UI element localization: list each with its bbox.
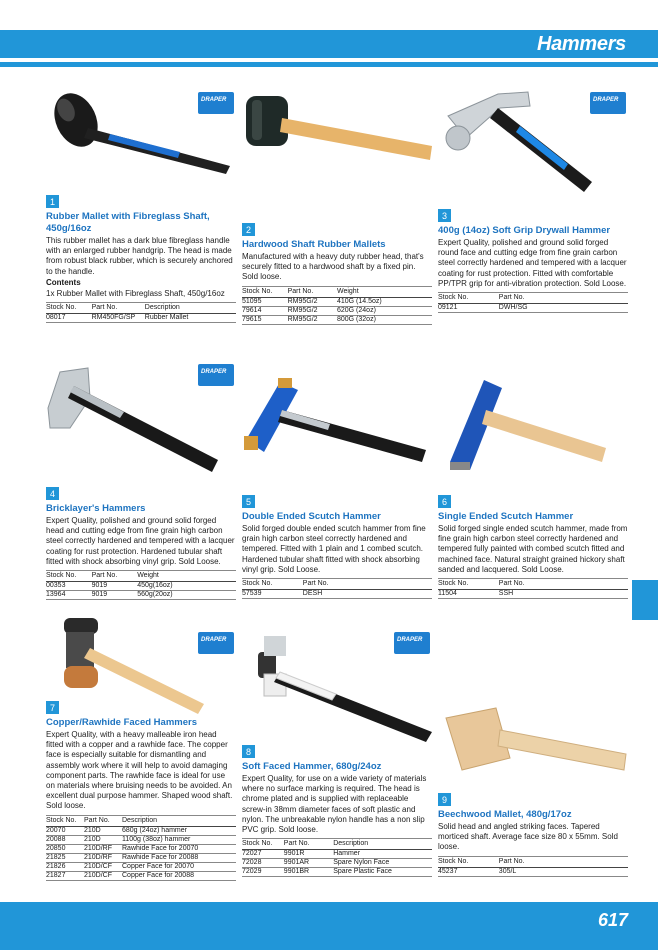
- page-footer: [0, 902, 658, 950]
- weight-cell: 800G (32oz): [337, 315, 432, 324]
- product-number-badge: 3: [438, 209, 451, 222]
- table-row: [46, 314, 236, 323]
- stock-no: 20850: [46, 844, 84, 853]
- product-name: Hardwood Shaft Rubber Mallets: [242, 239, 386, 250]
- column-header: Part No.: [499, 293, 628, 304]
- description-cell: Rubber Mallet: [145, 314, 236, 323]
- product-description: Solid forged double ended scutch hammer from fine grain high carbon steel correctly hardened and tempered. Fitted with 1 plain and 1 combed scutch. Hardened tubular shaft fitted with shock absorbing vinyl grip. Sold Loose.: [242, 524, 426, 574]
- part-no: 210D: [84, 826, 122, 835]
- double-ended-scutch-hammer-image: [240, 370, 430, 470]
- table-row: [242, 306, 432, 315]
- product-description: Expert Quality, with a heavy malleable iron head fitted with a copper and a rawhide face. The copper face is especially suitable for dismantling and assembly work where it will help to avoid damaging component parts. The rawhide face is ideal for use on materials where bruising needs to be avoided. An excellent dual purpose hammer. Shaped wood shaft. Sold loose.: [46, 730, 233, 811]
- table-header-row: [438, 293, 628, 304]
- part-no: 9019: [92, 582, 138, 591]
- stock-no: 20088: [46, 835, 84, 844]
- stock-no: 21826: [46, 862, 84, 871]
- part-no: 210D/CF: [84, 871, 122, 880]
- header-divider: [0, 62, 658, 67]
- product-number-badge: 1: [46, 195, 59, 208]
- table-row: [46, 844, 236, 853]
- product-name: Double Ended Scutch Hammer: [242, 511, 381, 522]
- stock-no: 13964: [46, 591, 92, 600]
- product-description: Manufactured with a heavy duty rubber head, that's securely fitted to a hardwood shaft by a fixed pin. Sold loose.: [242, 252, 424, 282]
- spec-table: [438, 578, 628, 599]
- part-no: 210D/RF: [84, 844, 122, 853]
- part-no: DWH/SG: [499, 304, 628, 313]
- product-number-badge: 5: [242, 495, 255, 508]
- table-header-row: [242, 286, 432, 297]
- product-name: 400g (14oz) Soft Grip Drywall Hammer: [438, 225, 611, 236]
- contents-heading: Contents: [46, 277, 81, 287]
- stock-no: 57539: [242, 590, 303, 599]
- column-header: Part No.: [303, 579, 432, 590]
- column-header: Part No.: [284, 839, 333, 850]
- part-no: 9901AR: [284, 859, 333, 868]
- column-header: Stock No.: [242, 579, 303, 590]
- part-no: RM450FG/SP: [92, 314, 145, 323]
- product-number-badge: 8: [242, 745, 255, 758]
- product-description: Solid head and angled striking faces. Tapered morticed shaft. Average face size 80 x 55mm. Sold loose.: [438, 822, 618, 852]
- description-cell: Spare Plastic Face: [333, 868, 432, 877]
- table-header-row: [242, 579, 432, 590]
- product-number-badge: 9: [438, 793, 451, 806]
- table-row: [242, 859, 432, 868]
- rubber-mallet-fibreglass-image: [40, 88, 240, 178]
- column-header: Part No.: [92, 303, 145, 314]
- product-card: [242, 492, 432, 599]
- beechwood-mallet-image: [440, 700, 630, 790]
- table-row: [46, 582, 236, 591]
- column-header: Stock No.: [46, 571, 92, 582]
- weight-cell: 620G (24oz): [337, 306, 432, 315]
- product-number-badge: 4: [46, 487, 59, 500]
- part-no: 210D/CF: [84, 862, 122, 871]
- weight-cell: 560g(20oz): [137, 591, 236, 600]
- column-header: Part No.: [288, 286, 337, 297]
- stock-no: 51095: [242, 297, 288, 306]
- table-row: [46, 853, 236, 862]
- column-header: Part No.: [499, 856, 628, 867]
- stock-no: 20070: [46, 826, 84, 835]
- part-no: SSH: [499, 590, 628, 599]
- contents-text: 1x Rubber Mallet with Fibreglass Shaft, 450g/16oz: [46, 288, 225, 298]
- stock-no: 00353: [46, 582, 92, 591]
- table-row: [46, 591, 236, 600]
- section-tab: [632, 580, 658, 620]
- column-header: Part No.: [499, 579, 628, 590]
- product-card: [242, 220, 432, 325]
- product-description: This rubber mallet has a dark blue fibreglass handle with an enlarged rubber handgrip. The head is made from robust black rubber, which is securely anchored to the handle.: [46, 236, 233, 276]
- description-cell: Rawhide Face for 20070: [122, 844, 236, 853]
- stock-no: 72029: [242, 868, 284, 877]
- part-no: 9901BR: [284, 868, 333, 877]
- stock-no: 72028: [242, 859, 284, 868]
- spec-table: [242, 286, 432, 325]
- product-description: Expert Quality, polished and ground solid forged head and cutting edge from fine grain high carbon steel correctly hardened and tempered with a lacquer coating for rust protection. Hardened tubular shaft fitted with shock absorbing vinyl grip. Sold Loose.: [46, 516, 235, 566]
- product-number-badge: 2: [242, 223, 255, 236]
- table-row: [46, 835, 236, 844]
- table-header-row: [438, 579, 628, 590]
- column-header: Stock No.: [438, 856, 499, 867]
- product-card: [46, 484, 236, 600]
- table-row: [242, 850, 432, 859]
- soft-faced-hammer-image: [256, 632, 436, 742]
- table-header-row: [46, 815, 236, 826]
- product-card: [438, 492, 628, 599]
- table-header-row: [242, 839, 432, 850]
- product-name: Rubber Mallet with Fibreglass Shaft, 450g/16oz: [46, 211, 210, 234]
- part-no: 210D: [84, 835, 122, 844]
- draper-logo: DRAPER: [198, 92, 234, 114]
- stock-no: 11504: [438, 590, 499, 599]
- table-row: [46, 826, 236, 835]
- draper-logo: DRAPER: [590, 92, 626, 114]
- stock-no: 45237: [438, 867, 499, 876]
- description-cell: Rawhide Face for 20088: [122, 853, 236, 862]
- column-header: Description: [122, 815, 236, 826]
- part-no: RM95G/2: [288, 306, 337, 315]
- product-name: Bricklayer's Hammers: [46, 503, 146, 514]
- column-header: Part No.: [84, 815, 122, 826]
- product-description: Expert Quality, polished and ground solid forged round face and cutting edge from fine grain carbon steel correctly hardened and tempered with a lacquer coating for rust protection. Fitted with comfortable PP/TPR grip for anti-vibration protection. Sold Loose.: [438, 238, 627, 288]
- stock-no: 09121: [438, 304, 499, 313]
- table-header-row: [46, 303, 236, 314]
- spec-table: [438, 856, 628, 877]
- column-header: Stock No.: [242, 839, 284, 850]
- column-header: Weight: [137, 571, 236, 582]
- table-row: [438, 867, 628, 876]
- product-name: Soft Faced Hammer, 680g/24oz: [242, 761, 382, 772]
- weight-cell: 450g(16oz): [137, 582, 236, 591]
- product-card: [438, 790, 628, 877]
- drywall-hammer-image: [438, 86, 608, 196]
- weight-cell: 410G (14.5oz): [337, 297, 432, 306]
- part-no: 305/L: [499, 867, 628, 876]
- column-header: Stock No.: [242, 286, 288, 297]
- product-card: [46, 698, 236, 881]
- stock-no: 79614: [242, 306, 288, 315]
- product-card: [438, 206, 628, 313]
- description-cell: Copper Face for 20070: [122, 862, 236, 871]
- part-no: 210D/RF: [84, 853, 122, 862]
- draper-logo: DRAPER: [198, 632, 234, 654]
- table-row: [242, 297, 432, 306]
- product-name: Single Ended Scutch Hammer: [438, 511, 574, 522]
- product-description: Solid forged single ended scutch hammer, made from fine grain high carbon steel correctly hardened and tempered fully painted with combed scutch fitted and machined face. Natural straight grained hickory shaft sanded and lacquered. Sold Loose.: [438, 524, 628, 574]
- single-ended-scutch-hammer-image: [440, 366, 610, 476]
- spec-table: [46, 302, 236, 323]
- description-cell: 1100g (38oz) hammer: [122, 835, 236, 844]
- stock-no: 21825: [46, 853, 84, 862]
- column-header: Stock No.: [46, 815, 84, 826]
- spec-table: [438, 292, 628, 313]
- description-cell: Spare Nylon Face: [333, 859, 432, 868]
- description-cell: Hammer: [333, 850, 432, 859]
- table-row: [438, 590, 628, 599]
- description-cell: 680g (24oz) hammer: [122, 826, 236, 835]
- column-header: Stock No.: [438, 579, 499, 590]
- table-row: [242, 315, 432, 324]
- column-header: Part No.: [92, 571, 138, 582]
- page-number: 617: [597, 910, 628, 930]
- column-header: Description: [333, 839, 432, 850]
- part-no: RM95G/2: [288, 297, 337, 306]
- table-row: [46, 871, 236, 880]
- part-no: 9901R: [284, 850, 333, 859]
- column-header: Stock No.: [438, 293, 499, 304]
- table-row: [242, 590, 432, 599]
- column-header: Weight: [337, 286, 432, 297]
- stock-no: 72027: [242, 850, 284, 859]
- part-no: RM95G/2: [288, 315, 337, 324]
- spec-table: [242, 578, 432, 599]
- spec-table: [46, 815, 236, 881]
- table-header-row: [438, 856, 628, 867]
- stock-no: 21827: [46, 871, 84, 880]
- product-number-badge: 7: [46, 701, 59, 714]
- part-no: 9019: [92, 591, 138, 600]
- product-name: Beechwood Mallet, 480g/17oz: [438, 809, 572, 820]
- table-row: [438, 304, 628, 313]
- table-row: [46, 862, 236, 871]
- draper-logo: DRAPER: [394, 632, 430, 654]
- table-row: [242, 868, 432, 877]
- product-description: Expert Quality, for use on a wide variety of materials where no surface marking is required. The head is chrome plated and is supplied with replaceable screw-in 38mm diameter faces of soft plastic and nylon. The unbreakable nylon handle has a non slip PVC grip. Sold loose.: [242, 774, 427, 835]
- product-name: Copper/Rawhide Faced Hammers: [46, 717, 197, 728]
- column-header: Description: [145, 303, 236, 314]
- product-card: [46, 192, 236, 323]
- hardwood-rubber-mallet-image: [238, 88, 438, 178]
- product-card: [242, 742, 432, 877]
- bricklayers-hammer-image: [44, 368, 224, 478]
- table-header-row: [46, 571, 236, 582]
- stock-no: 08017: [46, 314, 92, 323]
- description-cell: Copper Face for 20088: [122, 871, 236, 880]
- stock-no: 79615: [242, 315, 288, 324]
- draper-logo: DRAPER: [198, 364, 234, 386]
- page-title: Hammers: [536, 33, 626, 55]
- spec-table: [46, 570, 236, 600]
- product-number-badge: 6: [438, 495, 451, 508]
- part-no: DESH: [303, 590, 432, 599]
- column-header: Stock No.: [46, 303, 92, 314]
- spec-table: [242, 838, 432, 877]
